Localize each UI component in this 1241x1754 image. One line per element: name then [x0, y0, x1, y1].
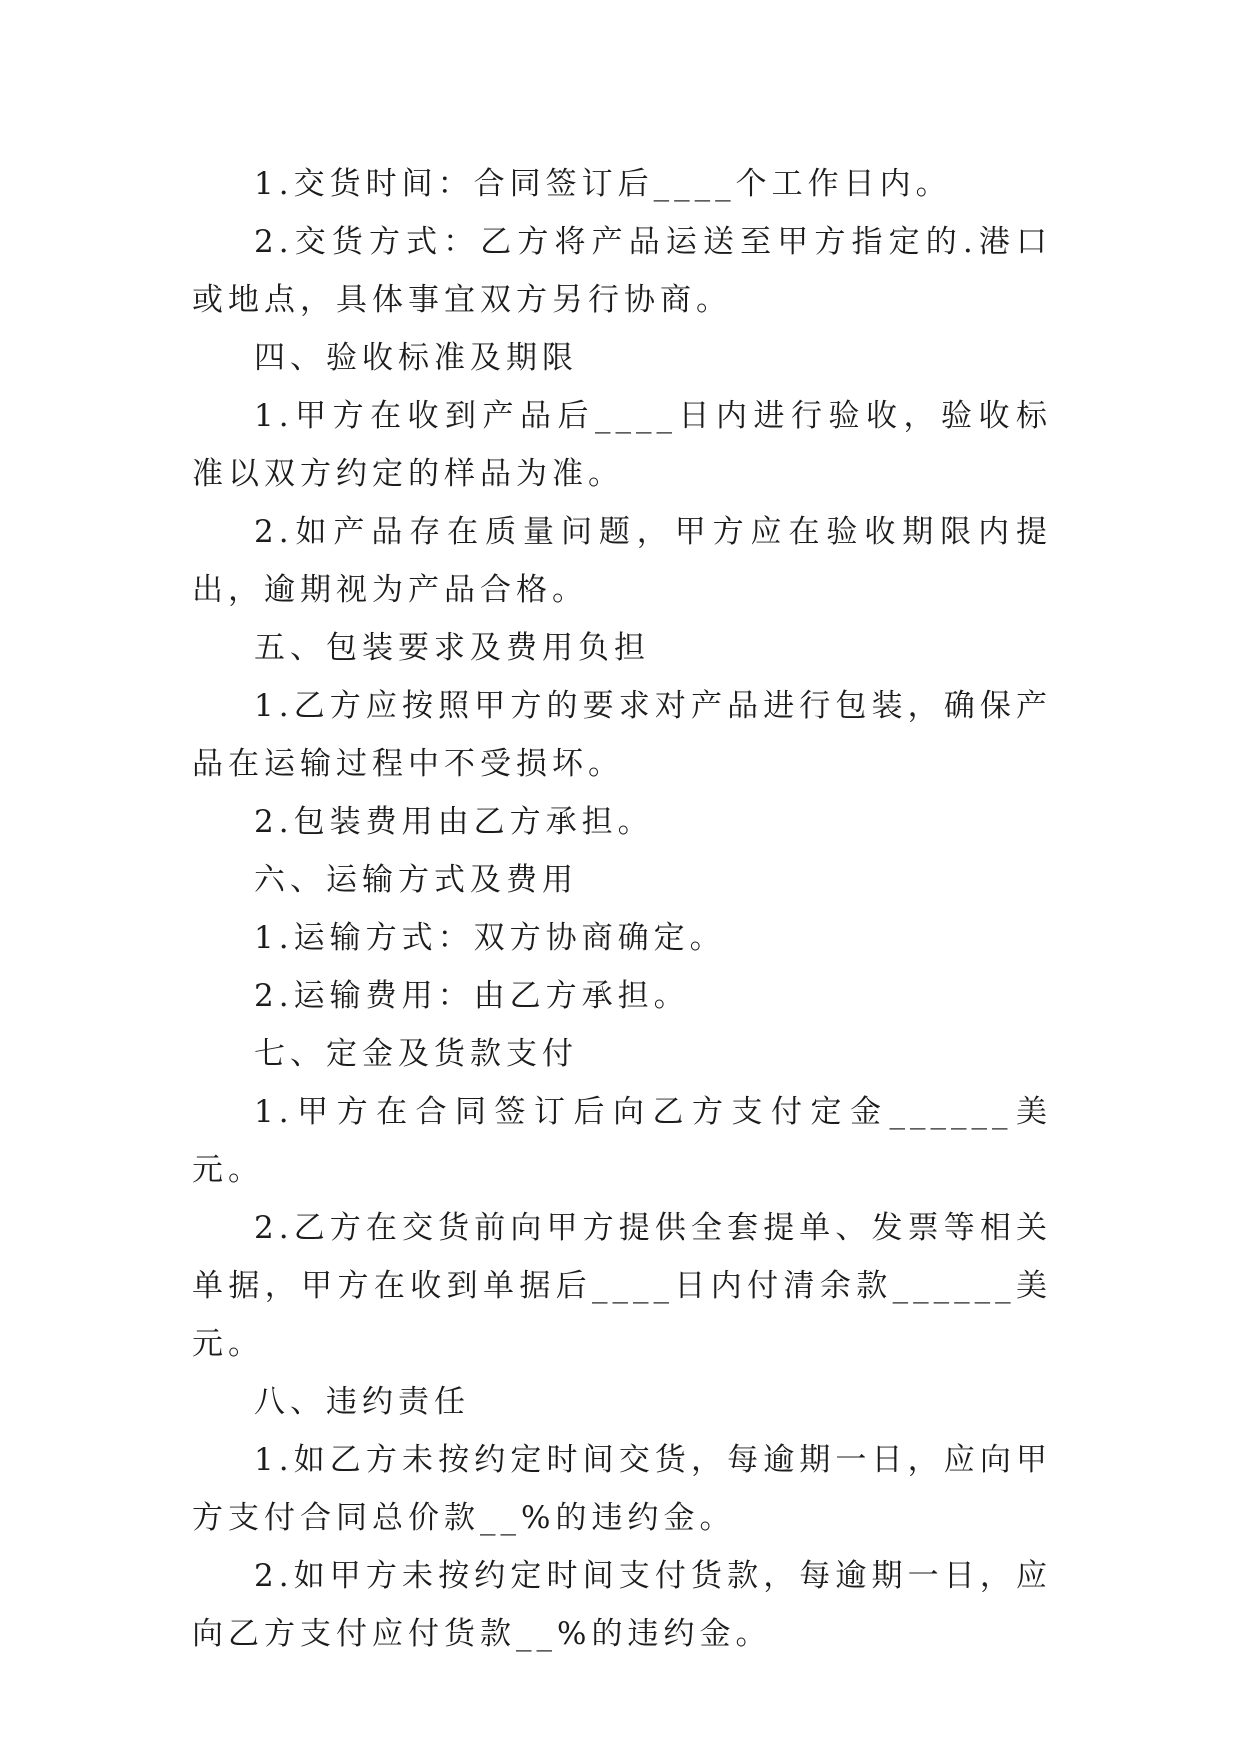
paragraph-transport-cost: 2.运输费用：由乙方承担。: [254, 978, 690, 1014]
paragraph-inspection-period: 1.甲方在收到产品后____日内进行验收，验收标准以双方约定的样品为准。: [192, 398, 1052, 492]
paragraph-delivery-time: 1.交货时间：合同签订后____个工作日内。: [254, 166, 952, 202]
paragraph-transport-method: 1.运输方式：双方协商确定。: [254, 920, 726, 956]
document-page: [192, 155, 1052, 1663]
section-heading-inspection: 四、验收标准及期限: [254, 340, 578, 376]
paragraph-buyer-liability: 2.如甲方未按约定时间支付货款，每逾期一日，应向乙方支付应付货款__%的违约金。: [192, 1558, 1052, 1652]
paragraph-seller-liability: 1.如乙方未按约定时间交货，每逾期一日，应向甲方支付合同总价款__%的违约金。: [192, 1442, 1052, 1536]
paragraph-delivery-method: 2.交货方式：乙方将产品运送至甲方指定的.港口或地点，具体事宜双方另行协商。: [192, 224, 1052, 318]
section-heading-transport: 六、运输方式及费用: [254, 862, 578, 898]
section-heading-liability: 八、违约责任: [254, 1384, 470, 1420]
paragraph-quality-issue: 2.如产品存在质量问题，甲方应在验收期限内提出，逾期视为产品合格。: [192, 514, 1052, 608]
section-heading-payment: 七、定金及货款支付: [254, 1036, 578, 1072]
paragraph-deposit: 1.甲方在合同签订后向乙方支付定金______美元。: [192, 1094, 1052, 1188]
paragraph-packaging-cost: 2.包装费用由乙方承担。: [254, 804, 654, 840]
section-heading-packaging: 五、包装要求及费用负担: [254, 630, 650, 666]
paragraph-balance-payment: 2.乙方在交货前向甲方提供全套提单、发票等相关单据，甲方在收到单据后____日内付清余款______美元。: [192, 1210, 1052, 1362]
paragraph-packaging-requirement: 1.乙方应按照甲方的要求对产品进行包装，确保产品在运输过程中不受损坏。: [192, 688, 1052, 782]
